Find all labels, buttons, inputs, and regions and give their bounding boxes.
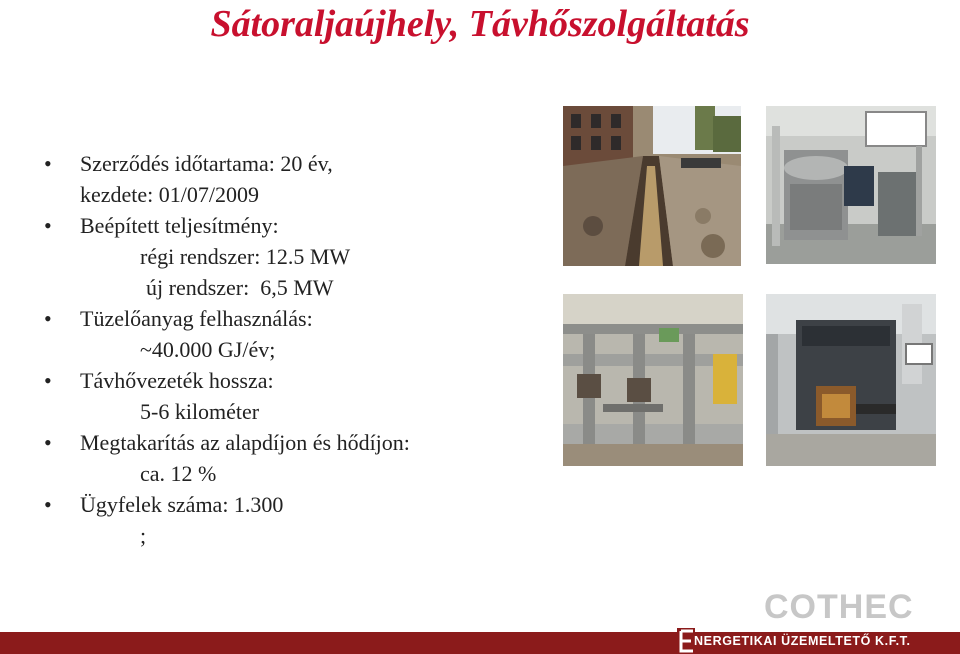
bullet-dot: • <box>44 368 52 393</box>
bullet-text: régi rendszer: 12.5 MW <box>140 244 351 269</box>
list-item <box>44 334 534 365</box>
bullet-text: új rendszer: 6,5 MW <box>146 275 334 300</box>
bullet-dot: • <box>44 492 52 517</box>
bullet-text: kezdete: 01/07/2009 <box>80 182 260 207</box>
list-item <box>44 179 534 210</box>
list-item <box>44 520 534 551</box>
burner-photo <box>766 294 936 466</box>
list-item <box>44 458 534 489</box>
list-item <box>44 148 534 179</box>
bullet-text: Beépített teljesítmény: <box>80 213 279 238</box>
bullet-dot: • <box>44 213 52 238</box>
list-item <box>44 489 534 520</box>
footer-e-icon <box>677 628 695 654</box>
bullet-text: 5-6 kilométer <box>140 399 260 424</box>
bullet-dot: • <box>44 430 52 455</box>
bullet-dot: • <box>44 151 52 176</box>
list-item <box>44 396 534 427</box>
bullet-text: ca. 12 % <box>140 461 217 486</box>
slide-title: Sátoraljaújhely, Távhőszolgáltatás <box>210 3 750 45</box>
bullet-text: Tüzelőanyag felhasználás: <box>80 306 313 331</box>
bullet-text: ; <box>140 523 147 548</box>
bullet-text: ~40.000 GJ/év; <box>140 337 276 362</box>
pipework-photo <box>563 294 743 466</box>
list-item <box>44 241 534 272</box>
list-item <box>44 365 534 396</box>
list-item <box>44 303 534 334</box>
bullet-list <box>44 148 534 551</box>
bullet-dot: • <box>44 306 52 331</box>
footer-company-name: NERGETIKAI ÜZEMELTETŐ K.F.T. <box>694 634 911 648</box>
list-item <box>44 210 534 241</box>
cothec-logo: COTHEC <box>764 588 914 626</box>
bullet-text: Megtakarítás az alapdíjon és hődíjon: <box>80 430 410 455</box>
list-item <box>44 272 534 303</box>
boiler-room-photo <box>766 106 936 264</box>
list-item <box>44 427 534 458</box>
bullet-text: Ügyfelek száma: 1.300 <box>80 492 284 517</box>
trench-photo <box>563 106 741 266</box>
bullet-text: Távhővezeték hossza: <box>80 368 274 393</box>
bullet-text: Szerződés időtartama: 20 év, <box>80 151 333 176</box>
